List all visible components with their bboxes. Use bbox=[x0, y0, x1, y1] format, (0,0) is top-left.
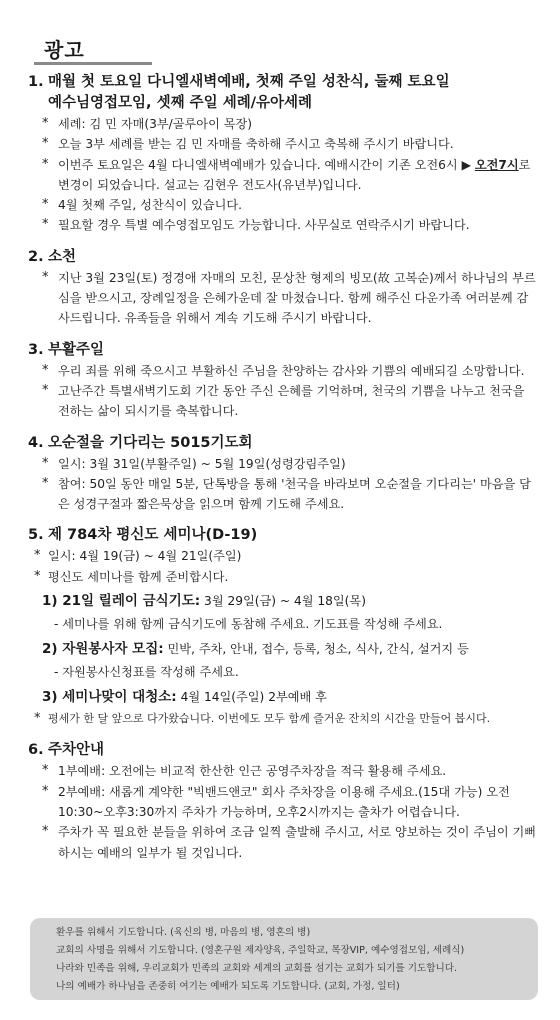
bullet-special-meeting: * 필요할 경우 특별 예수영접모임도 가능합니다. 사무실로 연락주시기 바랍니다. bbox=[28, 215, 538, 235]
seminar-fasting-note: - 세미나를 위해 함께 금식기도에 동참해 주세요. 기도표를 작성해 주세요. bbox=[54, 617, 443, 632]
sub-desc: 4월 14일(주일) 2부예배 후 bbox=[176, 690, 327, 705]
new-time-highlight: 오전7시 bbox=[474, 157, 519, 172]
seminar-cleaning bbox=[28, 685, 538, 709]
bullet-parking-courtesy: * 주차가 꼭 필요한 분들을 위하여 조금 일찍 출발해 주시고, 서로 양보하는 것이 주님이 기뻐하시는 예배의 일부가 될 것입니다. bbox=[28, 822, 538, 863]
section-number: 1. bbox=[28, 74, 44, 90]
section-1-heading-line1: 매월 첫 토요일 다니엘새벽예배, 첫째 주일 성찬식, 둘째 토요일 bbox=[48, 74, 450, 90]
section-4-heading-text: 오순절을 기다리는 5015기도회 bbox=[48, 434, 253, 451]
section-2-heading-text: 소천 bbox=[48, 248, 77, 265]
section-4-heading bbox=[28, 433, 538, 454]
section-6 bbox=[28, 740, 538, 862]
footer-line: 환우를 위해서 기도합니다. (육신의 병, 마음의 병, 영혼의 병) bbox=[56, 927, 311, 938]
page-title: 광고 bbox=[44, 38, 85, 62]
section-number: 2. bbox=[28, 248, 44, 265]
footer-line: 나라와 민족을 위해, 우리교회가 민족의 교회와 세계의 교회를 섬기는 교회가 되기를 기도합니다. bbox=[56, 963, 458, 974]
section-2-heading bbox=[28, 247, 538, 268]
bullet-parking-first: * 1부예배: 오전에는 비교적 한산한 인근 공영주차장을 적극 활용해 주세요. bbox=[28, 761, 538, 781]
bullet-text: 이번주 토요일은 4월 다니엘새벽예배가 있습니다. 예배시간이 기존 오전6시 ▶ bbox=[58, 157, 475, 172]
bullet-parking-second: * 2부예배: 새롭게 계약한 "빅밴드앤코" 회사 주차장을 이용해 주세요.(15대 가능) 오전10:30~오후3:30까지 주차가 가능하며, 오후2시까지는 출차가 어렵습니다. bbox=[28, 782, 538, 823]
bullet-condolence: * 지난 3월 23일(토) 정경애 자매의 모친, 문상찬 형제의 빙모(故 고복순)께서 하나님의 부르심을 받으시고, 장례일정을 은혜가운데 잘 마쳤습니다. 함께 해주신 다운가족 여러분께 감사드립니다. 유족들을 위해서 계속 기도해 주시기 바랍니다. bbox=[28, 268, 538, 329]
bullet-prayer-participation: * 참여: 50일 동안 매일 5분, 단톡방을 통해 '천국을 바라보며 오순절을 기다리는' 마음을 담은 성경구절과 짧은묵상을 읽으며 함께 기도해 주세요. bbox=[28, 474, 538, 515]
bullet-congrats: * 오늘 3부 세례를 받는 김 민 자매를 축하해 주시고 축복해 주시기 바랍니다. bbox=[28, 134, 538, 154]
section-5-heading-text: 제 784차 평신도 세미나(D-19) bbox=[48, 527, 258, 544]
section-4 bbox=[28, 433, 538, 515]
section-3 bbox=[28, 340, 538, 422]
section-6-heading bbox=[28, 740, 538, 761]
bullet-baptism: * 세례: 김 민 자매(3부/골루아이 목장) bbox=[28, 114, 538, 134]
section-1-heading-line2: 예수님영접모임, 셋째 주일 세례/유아세례 bbox=[48, 95, 313, 111]
sub-title: 3) 세미나맞이 대청소: bbox=[42, 689, 177, 706]
section-3-heading-text: 부활주일 bbox=[48, 341, 105, 358]
section-6-heading-text: 주차안내 bbox=[48, 742, 105, 759]
seminar-volunteers-note: - 자원봉사신청표를 작성해 주세요. bbox=[54, 665, 239, 680]
seminar-volunteers bbox=[28, 637, 538, 661]
section-5 bbox=[28, 525, 538, 729]
sub-title: 2) 자원봉사자 모집: bbox=[42, 641, 164, 658]
bullet-communion: * 4월 첫째 주일, 성찬식이 있습니다. bbox=[28, 195, 538, 215]
sub-desc: 3월 29일(금) ~ 4월 18일(목) bbox=[200, 594, 366, 609]
prayer-footer bbox=[30, 918, 538, 1000]
bullet-easter-worship: * 우리 죄를 위해 죽으시고 부활하신 주님을 찬양하는 감사와 기쁨의 예배되길 소망합니다. bbox=[28, 361, 538, 381]
section-number: 4. bbox=[28, 434, 44, 451]
footer-line: 나의 예배가 하나님을 존중히 여기는 예배가 되도록 기도합니다. (교회, 가정, 일터) bbox=[56, 981, 400, 992]
section-1 bbox=[28, 72, 538, 236]
sub-desc: 민박, 주차, 안내, 접수, 등록, 청소, 식사, 간식, 설거지 등 bbox=[163, 642, 469, 657]
section-number: 5. bbox=[28, 527, 44, 544]
sub-title: 1) 21일 릴레이 금식기도: bbox=[42, 593, 201, 610]
section-3-heading bbox=[28, 340, 538, 361]
bullet-passion-week: * 고난주간 특별새벽기도회 기간 동안 주신 은혜를 기억하며, 천국의 기쁨을 나누고 천국을 전하는 삶이 되시기를 축복합니다. bbox=[28, 381, 538, 422]
section-5-heading bbox=[28, 525, 538, 546]
announcements bbox=[28, 72, 538, 863]
bullet-seminar-dates: * 일시: 4월 19(금) ~ 4월 21일(주일) bbox=[28, 546, 538, 566]
bullet-text: 로 변경이 되었습니다. 설교는 김현우 전도사(유년부)입니다. bbox=[58, 157, 531, 192]
section-2 bbox=[28, 247, 538, 329]
section-number: 3. bbox=[28, 341, 44, 358]
bullet-daniel-prayer bbox=[28, 155, 538, 196]
bullet-seminar-countdown: * 평세가 한 달 앞으로 다가왔습니다. 이번에도 모두 함께 즐거운 잔치의 시간을 만들어 봅시다. bbox=[28, 709, 538, 729]
section-1-heading bbox=[28, 72, 538, 114]
title-underline bbox=[34, 62, 152, 65]
section-number: 6. bbox=[28, 742, 44, 759]
footer-line: 교회의 사명을 위해서 기도합니다. (영혼구원 제자양육, 주일학교, 목장VIP, 예수영접모임, 세례식) bbox=[56, 945, 465, 956]
bullet-seminar-prepare: * 평신도 세미나를 함께 준비합시다. bbox=[28, 567, 538, 587]
bullet-prayer-dates: * 일시: 3월 31일(부활주일) ~ 5월 19일(성령강림주일) bbox=[28, 454, 538, 474]
seminar-fasting bbox=[28, 589, 538, 613]
